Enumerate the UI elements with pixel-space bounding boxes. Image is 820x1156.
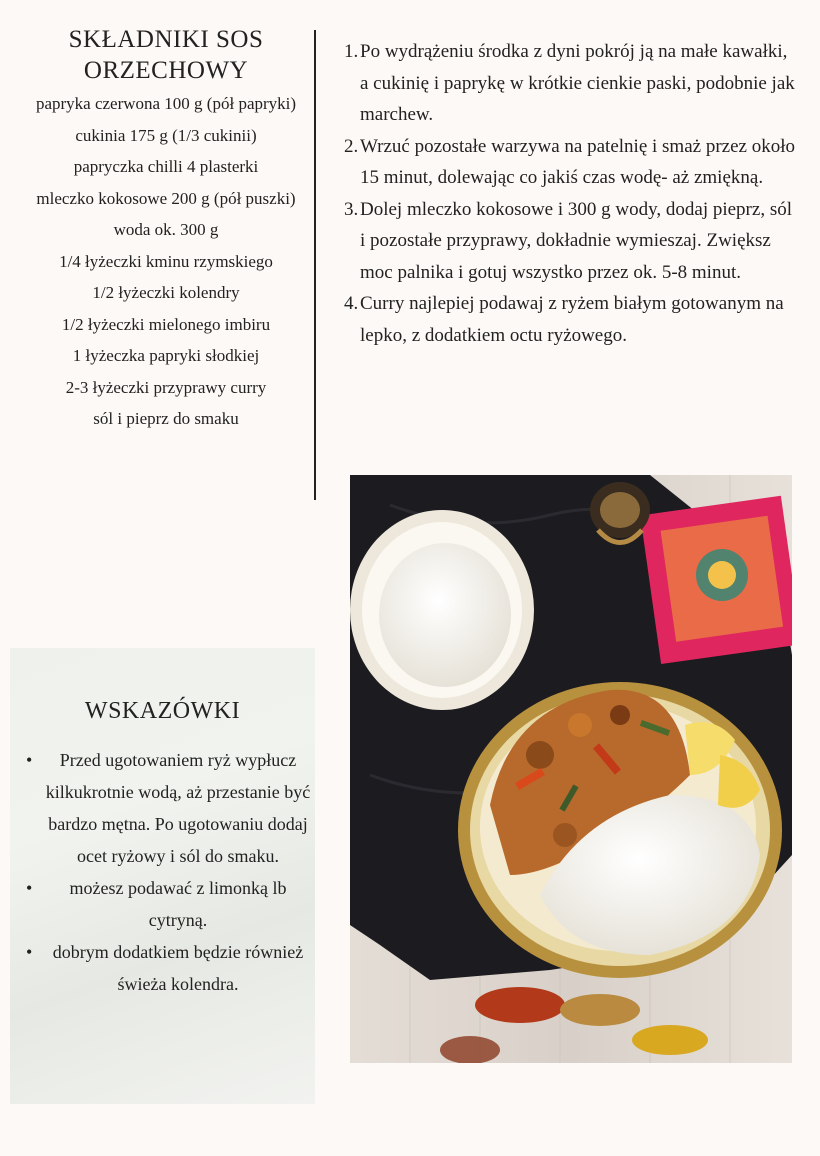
bullet-icon: •	[26, 878, 33, 898]
step-item	[340, 194, 800, 289]
step-number: 4.	[344, 293, 359, 314]
rice-side-bowl	[350, 510, 534, 710]
ingredient-item: 1 łyżeczka papryki słodkiej	[72, 346, 260, 365]
step-number: 1.	[344, 41, 359, 62]
tip-item	[24, 936, 312, 1000]
step-item	[340, 288, 800, 351]
step-text: Po wydrążeniu środka z dyni pokrój ją na małe kawałki, a cukinię i paprykę w krótkie cienkie paski, podobnie jak marchew.	[360, 41, 795, 125]
curry-main-bowl	[458, 682, 782, 978]
tips-title: WSKAZÓWKI	[84, 698, 241, 724]
ingredient-item: 1/4 łyżeczki kminu rzymskiego	[59, 251, 273, 271]
ingredient-item: woda ok. 300 g	[113, 220, 219, 239]
tips-list	[24, 744, 312, 1000]
step-item	[340, 131, 800, 194]
tip-item	[24, 872, 312, 936]
bullet-icon: •	[26, 942, 33, 962]
vertical-divider	[314, 30, 316, 500]
ingredient-item: 1/2 łyżeczki kolendry	[92, 283, 240, 302]
tip-item	[24, 744, 312, 872]
steps-list	[340, 36, 800, 351]
step-text: Wrzuć pozostałe warzywa na patelnię i smaż przez około 15 minut, dolewając co jakiś czas wodę- aż zmiękną.	[360, 135, 795, 188]
ingredient-item: cukinia 175 g (1/3 cukinii)	[75, 125, 257, 145]
photo-illustration	[350, 475, 792, 1063]
tea-box	[640, 496, 792, 664]
ingredient-item: papryka czerwona 100 g (pół papryki)	[35, 94, 297, 113]
curry-bowl-photo	[350, 475, 792, 1063]
ingredient-item: 2-3 łyżeczki przyprawy curry	[65, 377, 267, 397]
tip-text: dobrym dodatkiem będzie również świeża kolendra.	[52, 942, 304, 994]
tips-panel	[10, 648, 315, 1104]
tip-text: Przed ugotowaniem ryż wypłucz kilkukrotnie wodą, aż przestanie być bardzo mętna. Po ugotowaniu dodaj ocet ryżowy i sól do smaku.	[45, 750, 311, 866]
ingredient-item: 1/2 łyżeczki mielonego imbiru	[61, 314, 271, 334]
bullet-icon: •	[26, 750, 33, 770]
ingredients-section	[18, 24, 314, 435]
ingredients-title: SKŁADNIKI SOS ORZECHOWY	[68, 26, 264, 84]
tip-text: możesz podawać z limonką lb cytryną.	[69, 878, 287, 930]
step-text: Dolej mleczko kokosowe i 300 g wody, dodaj pieprz, sól i pozostałe przyprawy, dokładnie wymieszaj. Zwiększ moc palnika i gotuj wszystko przez ok. 5-8 minut.	[360, 198, 792, 283]
step-text: Curry najlepiej podawaj z ryżem białym gotowanym na lepko, z dodatkiem octu ryżowego.	[360, 293, 784, 346]
brass-ornament	[590, 482, 650, 543]
ingredient-item: mleczko kokosowe 200 g (pół puszki)	[36, 188, 296, 208]
steps-section	[340, 36, 800, 351]
ingredients-list	[18, 88, 314, 435]
step-number: 2.	[344, 135, 359, 157]
ingredient-item: sól i pieprz do smaku	[93, 409, 239, 428]
ingredient-item: papryczka chilli 4 plasterki	[73, 157, 259, 176]
step-item	[340, 36, 800, 131]
step-number: 3.	[344, 198, 359, 220]
